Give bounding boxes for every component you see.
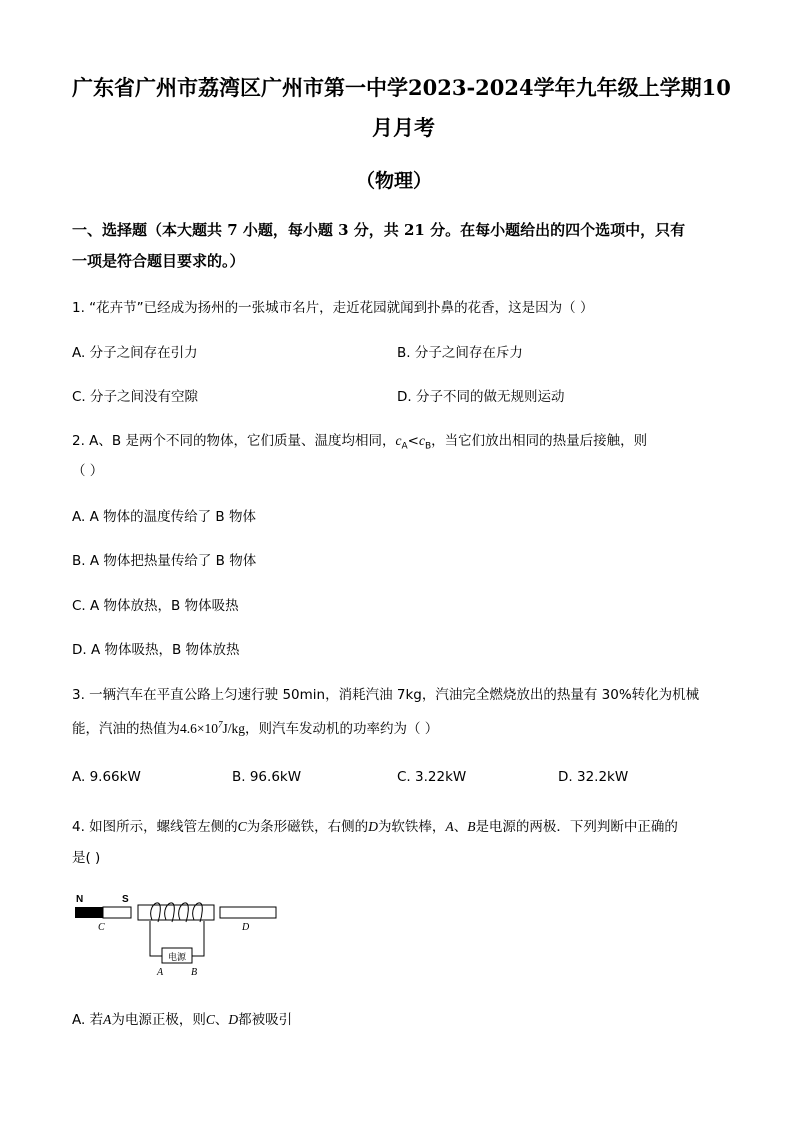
q4-opt-a-sep: 、 [214,1012,229,1028]
solenoid-figure [70,890,290,982]
soft-iron-rod [220,907,276,918]
q2-c-a: c [395,433,402,448]
q4-stem-line2: 是( ) [72,850,101,866]
power-source-label: 电源 [167,953,187,963]
wire-left [150,921,162,956]
q2-sub-a: A [401,441,408,452]
q3-option-b: B. 96.6kW [232,769,302,785]
wire-right [192,921,204,956]
q2-c-b: c [418,433,425,448]
magnet-north-half [75,907,103,918]
magnet-south-half [103,907,131,918]
magnet-south-label: S [122,894,129,905]
q2-paren: （ ） [72,463,104,479]
q2-sub-b: B [424,441,432,452]
q4-opt-a-var-d: D [228,1012,239,1027]
q2-option-a: A. A 物体的温度传给了 B 物体 [72,509,256,525]
q4-stem-line1 [72,815,678,835]
doc-title-line2: 月月考 [372,115,435,140]
magnet-label-c: C [98,922,105,933]
q3-stem-line1: 3. 一辆汽车在平直公路上匀速行驶 50min，消耗汽油 7kg，汽油完全燃烧放出的热量有 30%转化为机械 [72,687,700,703]
q4-text-3: 为软铁棒， [377,819,446,835]
section-heading-line1: 一、选择题（本大题共 7 小题，每小题 3 分，共 21 分。在每小题给出的四个选项中，只有 [72,221,686,239]
q4-opt-a-var-a: A [103,1012,112,1027]
doc-title-line1: 广东省广州市荔湾区广州市第一中学2023-2024学年九年级上学期10 [72,75,731,100]
q1-option-a: A. 分子之间存在引力 [72,345,198,361]
terminal-a-label: A [157,967,164,978]
q3-line2-pre: 能，汽油的热值为 [72,721,180,737]
q1-stem: 1. “花卉节”已经成为扬州的一张城市名片，走近花园就闻到扑鼻的花香，这是因为（ ） [72,300,594,316]
q1-option-b: B. 分子之间存在斥力 [397,345,523,361]
q1-option-d: D. 分子不同的做无规则运动 [397,389,565,405]
magnet-north-label: N [76,894,84,905]
q4-var-a: A [445,819,454,834]
q2-option-b: B. A 物体把热量传给了 B 物体 [72,553,257,569]
doc-subject: （物理） [356,170,433,192]
q4-text-5: 是电源的两极．下列判断中正确的 [475,819,678,835]
q4-text-2: 为条形磁铁，右侧的 [246,819,369,835]
q4-opt-a-var-c: C [205,1012,215,1027]
q4-opt-a-pre: A. 若 [72,1012,104,1028]
rod-label-d: D [242,922,250,933]
q4-text-4: 、 [453,819,468,835]
q3-option-c: C. 3.22kW [397,769,467,785]
q4-var-c: C [237,819,247,834]
q4-var-d: D [368,819,378,834]
q4-option-a [72,1008,292,1028]
q2-less-than: < [407,433,419,449]
terminal-b-label: B [191,967,198,978]
q1-option-c: C. 分子之间没有空隙 [72,389,199,405]
q2-stem-pre: 2. A、B 是两个不同的物体，它们质量、温度均相同， [72,433,396,449]
q2-option-c: C. A 物体放热，B 物体吸热 [72,598,239,614]
q4-opt-a-post: 都被吸引 [238,1012,293,1028]
q2-option-d: D. A 物体吸热，B 物体放热 [72,642,240,658]
section-heading-line2: 一项是符合题目要求的。） [72,252,245,270]
q4-opt-a-mid: 为电源正极，则 [111,1012,206,1028]
q3-option-a: A. 9.66kW [72,769,141,785]
q4-text-1: 4. 如图所示，螺线管左侧的 [72,819,238,835]
q3-heat-unit: J/kg [222,721,246,736]
q3-line2-post: ，则汽车发动机的功率约为（ ） [245,721,439,737]
q2-stem-post: ，当它们放出相同的热量后接触，则 [431,433,648,449]
q3-heat-value: 4.6×10 [180,721,218,736]
q4-var-b: B [467,819,476,834]
q2-stem [72,429,647,452]
q3-option-d: D. 32.2kW [558,769,629,785]
q3-stem-line2 [72,717,438,737]
q3-heat-exponent: 7 [218,719,223,730]
